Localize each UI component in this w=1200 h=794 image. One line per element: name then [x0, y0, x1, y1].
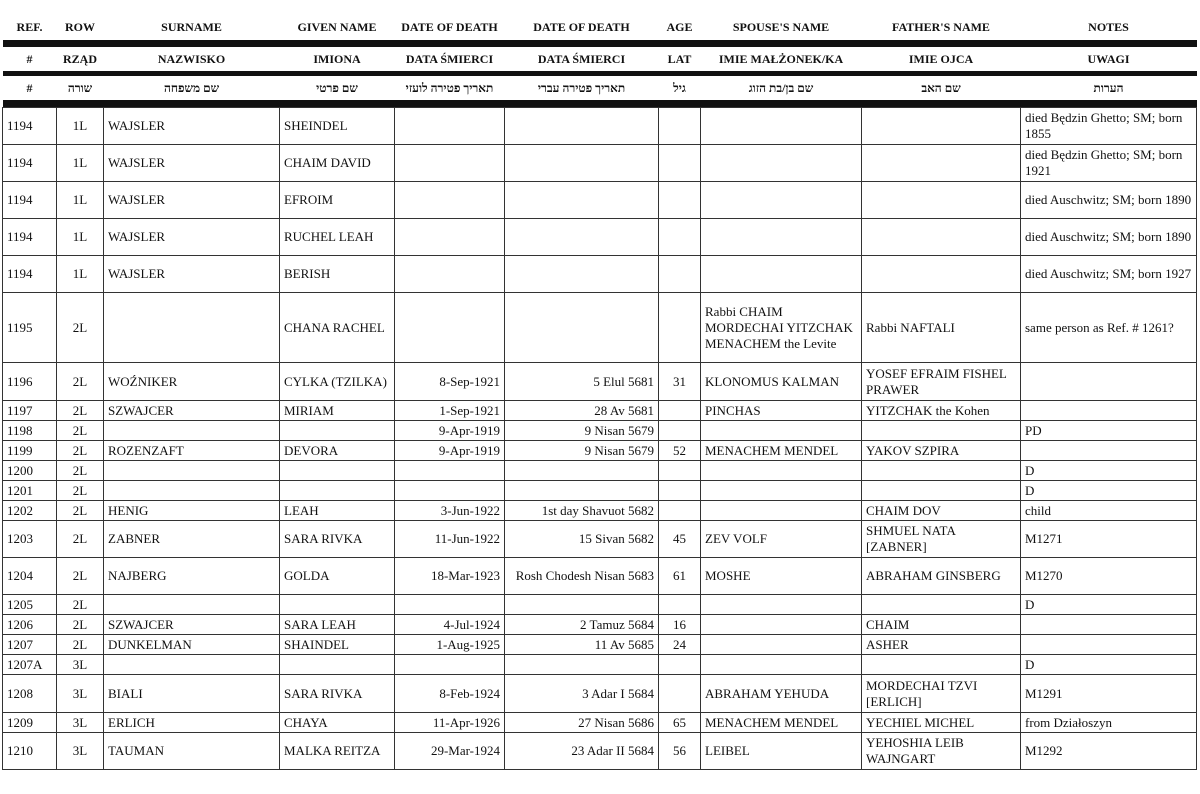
table-row — [3, 481, 1197, 501]
cell-father-name — [862, 256, 1021, 293]
cell-surname: BIALI — [104, 675, 280, 713]
cell-given-name: CYLKA (TZILKA) — [280, 363, 395, 401]
cell-row: 2L — [57, 481, 104, 501]
table-row — [3, 675, 1197, 713]
cell-spouse-name: LEIBEL — [701, 733, 862, 770]
header-father-name-he: שם האב — [921, 80, 961, 95]
cell-spouse-name — [701, 219, 862, 256]
table-row — [3, 219, 1197, 256]
cell-ref: 1208 — [3, 675, 57, 713]
burial-register-table — [2, 14, 1197, 770]
cell-hebrew-date-of-death: 28 Av 5681 — [505, 401, 659, 421]
cell-date-of-death: 29-Mar-1924 — [395, 733, 505, 770]
cell-row: 2L — [57, 558, 104, 595]
cell-surname — [104, 421, 280, 441]
table-body — [3, 108, 1197, 770]
cell-notes: died Auschwitz; SM; born 1927 — [1021, 256, 1197, 293]
cell-surname: ROZENZAFT — [104, 441, 280, 461]
cell-surname: WAJSLER — [104, 219, 280, 256]
cell-ref: 1207A — [3, 655, 57, 675]
cell-age: 45 — [659, 521, 701, 558]
cell-surname: WOŹNIKER — [104, 363, 280, 401]
cell-row: 3L — [57, 713, 104, 733]
cell-notes — [1021, 615, 1197, 635]
cell-spouse-name: PINCHAS — [701, 401, 862, 421]
cell-notes: died Będzin Ghetto; SM; born 1855 — [1021, 108, 1197, 145]
cell-date-of-death — [395, 108, 505, 145]
cell-spouse-name — [701, 635, 862, 655]
cell-hebrew-date-of-death: 11 Av 5685 — [505, 635, 659, 655]
cell-row: 2L — [57, 521, 104, 558]
cell-ref: 1206 — [3, 615, 57, 635]
cell-age — [659, 256, 701, 293]
table-row — [3, 441, 1197, 461]
cell-date-of-death: 1-Sep-1921 — [395, 401, 505, 421]
cell-notes: D — [1021, 655, 1197, 675]
cell-given-name — [280, 595, 395, 615]
cell-given-name: MALKA REITZA — [280, 733, 395, 770]
cell-date-of-death: 8-Feb-1924 — [395, 675, 505, 713]
cell-spouse-name — [701, 108, 862, 145]
cell-spouse-name — [701, 256, 862, 293]
header-row-hebrew — [3, 76, 1197, 100]
table-row — [3, 595, 1197, 615]
cell-date-of-death — [395, 293, 505, 363]
cell-spouse-name: ZEV VOLF — [701, 521, 862, 558]
cell-father-name: MORDECHAI TZVI [ERLICH] — [862, 675, 1021, 713]
cell-spouse-name — [701, 182, 862, 219]
cell-father-name — [862, 108, 1021, 145]
cell-hebrew-date-of-death: 3 Adar I 5684 — [505, 675, 659, 713]
header-father-name-en: FATHER'S NAME — [892, 19, 990, 34]
cell-given-name: CHAIM DAVID — [280, 145, 395, 182]
table-row — [3, 363, 1197, 401]
cell-hebrew-date-of-death: 9 Nisan 5679 — [505, 421, 659, 441]
table-row — [3, 421, 1197, 441]
cell-date-of-death — [395, 219, 505, 256]
cell-hebrew-date-of-death: 9 Nisan 5679 — [505, 441, 659, 461]
header-surname-pl: NAZWISKO — [157, 51, 226, 66]
cell-hebrew-date-of-death — [505, 461, 659, 481]
cell-hebrew-date-of-death — [505, 145, 659, 182]
cell-spouse-name: MENACHEM MENDEL — [701, 713, 862, 733]
cell-hebrew-date-of-death — [505, 595, 659, 615]
header-spouse-name-he: שם בן/בת הזוג — [748, 80, 814, 95]
cell-ref: 1194 — [3, 145, 57, 182]
table-row — [3, 615, 1197, 635]
cell-spouse-name: ABRAHAM YEHUDA — [701, 675, 862, 713]
cell-father-name — [862, 421, 1021, 441]
cell-given-name: DEVORA — [280, 441, 395, 461]
cell-notes: D — [1021, 595, 1197, 615]
header-ref-en: REF. — [16, 19, 43, 34]
cell-father-name: ABRAHAM GINSBERG — [862, 558, 1021, 595]
cell-row: 2L — [57, 293, 104, 363]
cell-ref: 1210 — [3, 733, 57, 770]
cell-age: 16 — [659, 615, 701, 635]
header-surname-he: שם משפחה — [163, 80, 220, 95]
cell-surname: ERLICH — [104, 713, 280, 733]
cell-surname — [104, 481, 280, 501]
cell-surname: ZABNER — [104, 521, 280, 558]
cell-given-name: MIRIAM — [280, 401, 395, 421]
cell-given-name — [280, 461, 395, 481]
cell-date-of-death: 9-Apr-1919 — [395, 441, 505, 461]
cell-ref: 1203 — [3, 521, 57, 558]
cell-father-name — [862, 461, 1021, 481]
cell-spouse-name: MENACHEM MENDEL — [701, 441, 862, 461]
cell-given-name — [280, 655, 395, 675]
cell-notes: M1292 — [1021, 733, 1197, 770]
cell-row: 2L — [57, 635, 104, 655]
header-given-name-en: GIVEN NAME — [297, 19, 377, 34]
header-row-en: ROW — [65, 19, 95, 34]
header-hebrew-date-of-death-pl: DATA ŚMIERCI — [537, 51, 626, 66]
cell-row: 2L — [57, 461, 104, 481]
cell-surname: WAJSLER — [104, 108, 280, 145]
cell-spouse-name: MOSHE — [701, 558, 862, 595]
cell-given-name: CHAYA — [280, 713, 395, 733]
cell-age: 31 — [659, 363, 701, 401]
cell-date-of-death: 3-Jun-1922 — [395, 501, 505, 521]
cell-notes — [1021, 635, 1197, 655]
cell-surname — [104, 293, 280, 363]
cell-row: 3L — [57, 675, 104, 713]
cell-father-name — [862, 655, 1021, 675]
cell-father-name: Rabbi NAFTALI — [862, 293, 1021, 363]
cell-ref: 1194 — [3, 256, 57, 293]
cell-father-name: SHMUEL NATA [ZABNER] — [862, 521, 1021, 558]
cell-notes — [1021, 363, 1197, 401]
cell-ref: 1202 — [3, 501, 57, 521]
cell-father-name: CHAIM — [862, 615, 1021, 635]
cell-ref: 1198 — [3, 421, 57, 441]
cell-notes: died Będzin Ghetto; SM; born 1921 — [1021, 145, 1197, 182]
cell-ref: 1194 — [3, 108, 57, 145]
cell-surname: WAJSLER — [104, 256, 280, 293]
cell-notes: PD — [1021, 421, 1197, 441]
cell-ref: 1196 — [3, 363, 57, 401]
table-header — [3, 14, 1197, 108]
header-given-name-pl: IMIONA — [313, 51, 361, 66]
cell-hebrew-date-of-death — [505, 481, 659, 501]
cell-row: 3L — [57, 655, 104, 675]
cell-ref: 1201 — [3, 481, 57, 501]
cell-age — [659, 501, 701, 521]
table-row — [3, 733, 1197, 770]
cell-given-name: LEAH — [280, 501, 395, 521]
cell-ref: 1205 — [3, 595, 57, 615]
cell-date-of-death — [395, 145, 505, 182]
cell-surname: WAJSLER — [104, 145, 280, 182]
cell-spouse-name — [701, 615, 862, 635]
cell-age: 52 — [659, 441, 701, 461]
table-row — [3, 655, 1197, 675]
header-surname-en: SURNAME — [161, 19, 222, 34]
cell-age — [659, 481, 701, 501]
cell-row: 2L — [57, 501, 104, 521]
cell-spouse-name — [701, 145, 862, 182]
cell-date-of-death: 9-Apr-1919 — [395, 421, 505, 441]
cell-surname: NAJBERG — [104, 558, 280, 595]
cell-spouse-name: Rabbi CHAIM MORDECHAI YITZCHAK MENACHEM the Levite — [701, 293, 862, 363]
header-date-of-death-en: DATE OF DEATH — [401, 19, 498, 34]
cell-surname: SZWAJCER — [104, 401, 280, 421]
cell-date-of-death: 1-Aug-1925 — [395, 635, 505, 655]
cell-hebrew-date-of-death: Rosh Chodesh Nisan 5683 — [505, 558, 659, 595]
cell-hebrew-date-of-death: 23 Adar II 5684 — [505, 733, 659, 770]
header-notes-en: NOTES — [1088, 19, 1129, 34]
cell-hebrew-date-of-death — [505, 256, 659, 293]
cell-notes: died Auschwitz; SM; born 1890 — [1021, 219, 1197, 256]
header-spouse-name-en: SPOUSE'S NAME — [732, 19, 830, 34]
table-row — [3, 635, 1197, 655]
cell-spouse-name: KLONOMUS KALMAN — [701, 363, 862, 401]
cell-age — [659, 145, 701, 182]
cell-surname: HENIG — [104, 501, 280, 521]
cell-date-of-death: 18-Mar-1923 — [395, 558, 505, 595]
cell-surname: TAUMAN — [104, 733, 280, 770]
header-ref-he: # — [26, 80, 33, 95]
cell-father-name: YOSEF EFRAIM FISHEL PRAWER — [862, 363, 1021, 401]
cell-age — [659, 293, 701, 363]
cell-date-of-death: 11-Jun-1922 — [395, 521, 505, 558]
cell-age — [659, 595, 701, 615]
cell-hebrew-date-of-death: 5 Elul 5681 — [505, 363, 659, 401]
header-notes-he: הערות — [1093, 80, 1124, 95]
cell-date-of-death: 4-Jul-1924 — [395, 615, 505, 635]
cell-row: 2L — [57, 441, 104, 461]
cell-ref: 1209 — [3, 713, 57, 733]
cell-hebrew-date-of-death — [505, 219, 659, 256]
cell-given-name: EFROIM — [280, 182, 395, 219]
header-divider — [3, 40, 1197, 47]
cell-given-name — [280, 481, 395, 501]
cell-row: 1L — [57, 108, 104, 145]
cell-date-of-death — [395, 655, 505, 675]
table-row — [3, 501, 1197, 521]
cell-given-name: SARA LEAH — [280, 615, 395, 635]
cell-surname — [104, 595, 280, 615]
cell-notes: from Działoszyn — [1021, 713, 1197, 733]
cell-date-of-death — [395, 182, 505, 219]
cell-ref: 1200 — [3, 461, 57, 481]
header-given-name-he: שם פרטי — [316, 80, 358, 95]
cell-given-name — [280, 421, 395, 441]
cell-father-name: ASHER — [862, 635, 1021, 655]
cell-given-name: RUCHEL LEAH — [280, 219, 395, 256]
cell-notes: M1291 — [1021, 675, 1197, 713]
cell-ref: 1204 — [3, 558, 57, 595]
cell-row: 2L — [57, 595, 104, 615]
cell-row: 3L — [57, 733, 104, 770]
cell-row: 2L — [57, 615, 104, 635]
cell-hebrew-date-of-death: 15 Sivan 5682 — [505, 521, 659, 558]
cell-row: 2L — [57, 421, 104, 441]
cell-spouse-name — [701, 595, 862, 615]
cell-given-name: SARA RIVKA — [280, 521, 395, 558]
cell-spouse-name — [701, 501, 862, 521]
cell-surname — [104, 461, 280, 481]
cell-father-name — [862, 219, 1021, 256]
cell-row: 1L — [57, 256, 104, 293]
cell-given-name: GOLDA — [280, 558, 395, 595]
cell-hebrew-date-of-death: 2 Tamuz 5684 — [505, 615, 659, 635]
cell-age — [659, 401, 701, 421]
cell-date-of-death: 8-Sep-1921 — [395, 363, 505, 401]
cell-age — [659, 655, 701, 675]
cell-hebrew-date-of-death: 1st day Shavuot 5682 — [505, 501, 659, 521]
cell-ref: 1197 — [3, 401, 57, 421]
header-hebrew-date-of-death-en: DATE OF DEATH — [533, 19, 630, 34]
cell-notes: D — [1021, 461, 1197, 481]
header-ref-pl: # — [26, 51, 33, 66]
cell-row: 1L — [57, 145, 104, 182]
table-row — [3, 521, 1197, 558]
header-spouse-name-pl: IMIE MAŁŻONEK/KA — [718, 51, 844, 66]
cell-ref: 1207 — [3, 635, 57, 655]
cell-age — [659, 219, 701, 256]
cell-given-name: SHAINDEL — [280, 635, 395, 655]
cell-age — [659, 461, 701, 481]
header-row-pl: RZĄD — [62, 51, 97, 66]
header-age-he: גיל — [673, 80, 686, 95]
header-row-english — [3, 14, 1197, 40]
header-date-of-death-pl: DATA ŚMIERCI — [405, 51, 494, 66]
cell-hebrew-date-of-death — [505, 182, 659, 219]
cell-given-name: SARA RIVKA — [280, 675, 395, 713]
cell-spouse-name — [701, 461, 862, 481]
cell-spouse-name — [701, 481, 862, 501]
cell-surname: SZWAJCER — [104, 615, 280, 635]
cell-age: 61 — [659, 558, 701, 595]
table-row — [3, 182, 1197, 219]
table-row — [3, 401, 1197, 421]
table-row — [3, 293, 1197, 363]
cell-age — [659, 182, 701, 219]
cell-father-name: CHAIM DOV — [862, 501, 1021, 521]
cell-row: 1L — [57, 182, 104, 219]
cell-notes: M1271 — [1021, 521, 1197, 558]
cell-hebrew-date-of-death — [505, 293, 659, 363]
header-divider — [3, 100, 1197, 108]
header-father-name-pl: IMIE OJCA — [908, 51, 974, 66]
cell-father-name — [862, 481, 1021, 501]
table-row — [3, 461, 1197, 481]
cell-notes — [1021, 401, 1197, 421]
cell-notes — [1021, 441, 1197, 461]
cell-given-name: BERISH — [280, 256, 395, 293]
cell-age: 56 — [659, 733, 701, 770]
cell-father-name — [862, 145, 1021, 182]
cell-date-of-death: 11-Apr-1926 — [395, 713, 505, 733]
table-row — [3, 108, 1197, 145]
table-row — [3, 145, 1197, 182]
cell-father-name: YAKOV SZPIRA — [862, 441, 1021, 461]
header-age-en: AGE — [666, 19, 693, 34]
cell-hebrew-date-of-death — [505, 655, 659, 675]
cell-age: 65 — [659, 713, 701, 733]
cell-date-of-death — [395, 481, 505, 501]
cell-ref: 1199 — [3, 441, 57, 461]
cell-surname: DUNKELMAN — [104, 635, 280, 655]
cell-notes: child — [1021, 501, 1197, 521]
header-row-polish — [3, 47, 1197, 71]
cell-father-name — [862, 182, 1021, 219]
table-row — [3, 256, 1197, 293]
cell-given-name: SHEINDEL — [280, 108, 395, 145]
cell-notes: died Auschwitz; SM; born 1890 — [1021, 182, 1197, 219]
cell-ref: 1194 — [3, 182, 57, 219]
cell-father-name: YITZCHAK the Kohen — [862, 401, 1021, 421]
header-date-of-death-he: תאריך פטירה לועזי — [405, 80, 494, 95]
cell-father-name: YECHIEL MICHEL — [862, 713, 1021, 733]
cell-spouse-name — [701, 655, 862, 675]
cell-date-of-death — [395, 461, 505, 481]
cell-spouse-name — [701, 421, 862, 441]
cell-date-of-death — [395, 256, 505, 293]
cell-hebrew-date-of-death — [505, 108, 659, 145]
header-hebrew-date-of-death-he: תאריך פטירה עברי — [537, 80, 626, 95]
cell-age — [659, 675, 701, 713]
cell-notes: M1270 — [1021, 558, 1197, 595]
table-row — [3, 558, 1197, 595]
cell-row: 2L — [57, 401, 104, 421]
header-row-he: שורה — [67, 80, 93, 95]
header-notes-pl: UWAGI — [1087, 51, 1130, 66]
cell-hebrew-date-of-death: 27 Nisan 5686 — [505, 713, 659, 733]
cell-surname — [104, 655, 280, 675]
cell-given-name: CHANA RACHEL — [280, 293, 395, 363]
cell-age — [659, 421, 701, 441]
cell-notes: D — [1021, 481, 1197, 501]
cell-age: 24 — [659, 635, 701, 655]
cell-notes: same person as Ref. # 1261? — [1021, 293, 1197, 363]
cell-date-of-death — [395, 595, 505, 615]
header-age-pl: LAT — [667, 51, 692, 66]
cell-ref: 1195 — [3, 293, 57, 363]
cell-surname: WAJSLER — [104, 182, 280, 219]
cell-father-name — [862, 595, 1021, 615]
cell-age — [659, 108, 701, 145]
cell-ref: 1194 — [3, 219, 57, 256]
cell-father-name: YEHOSHIA LEIB WAJNGART — [862, 733, 1021, 770]
table-row — [3, 713, 1197, 733]
cell-row: 1L — [57, 219, 104, 256]
cell-row: 2L — [57, 363, 104, 401]
